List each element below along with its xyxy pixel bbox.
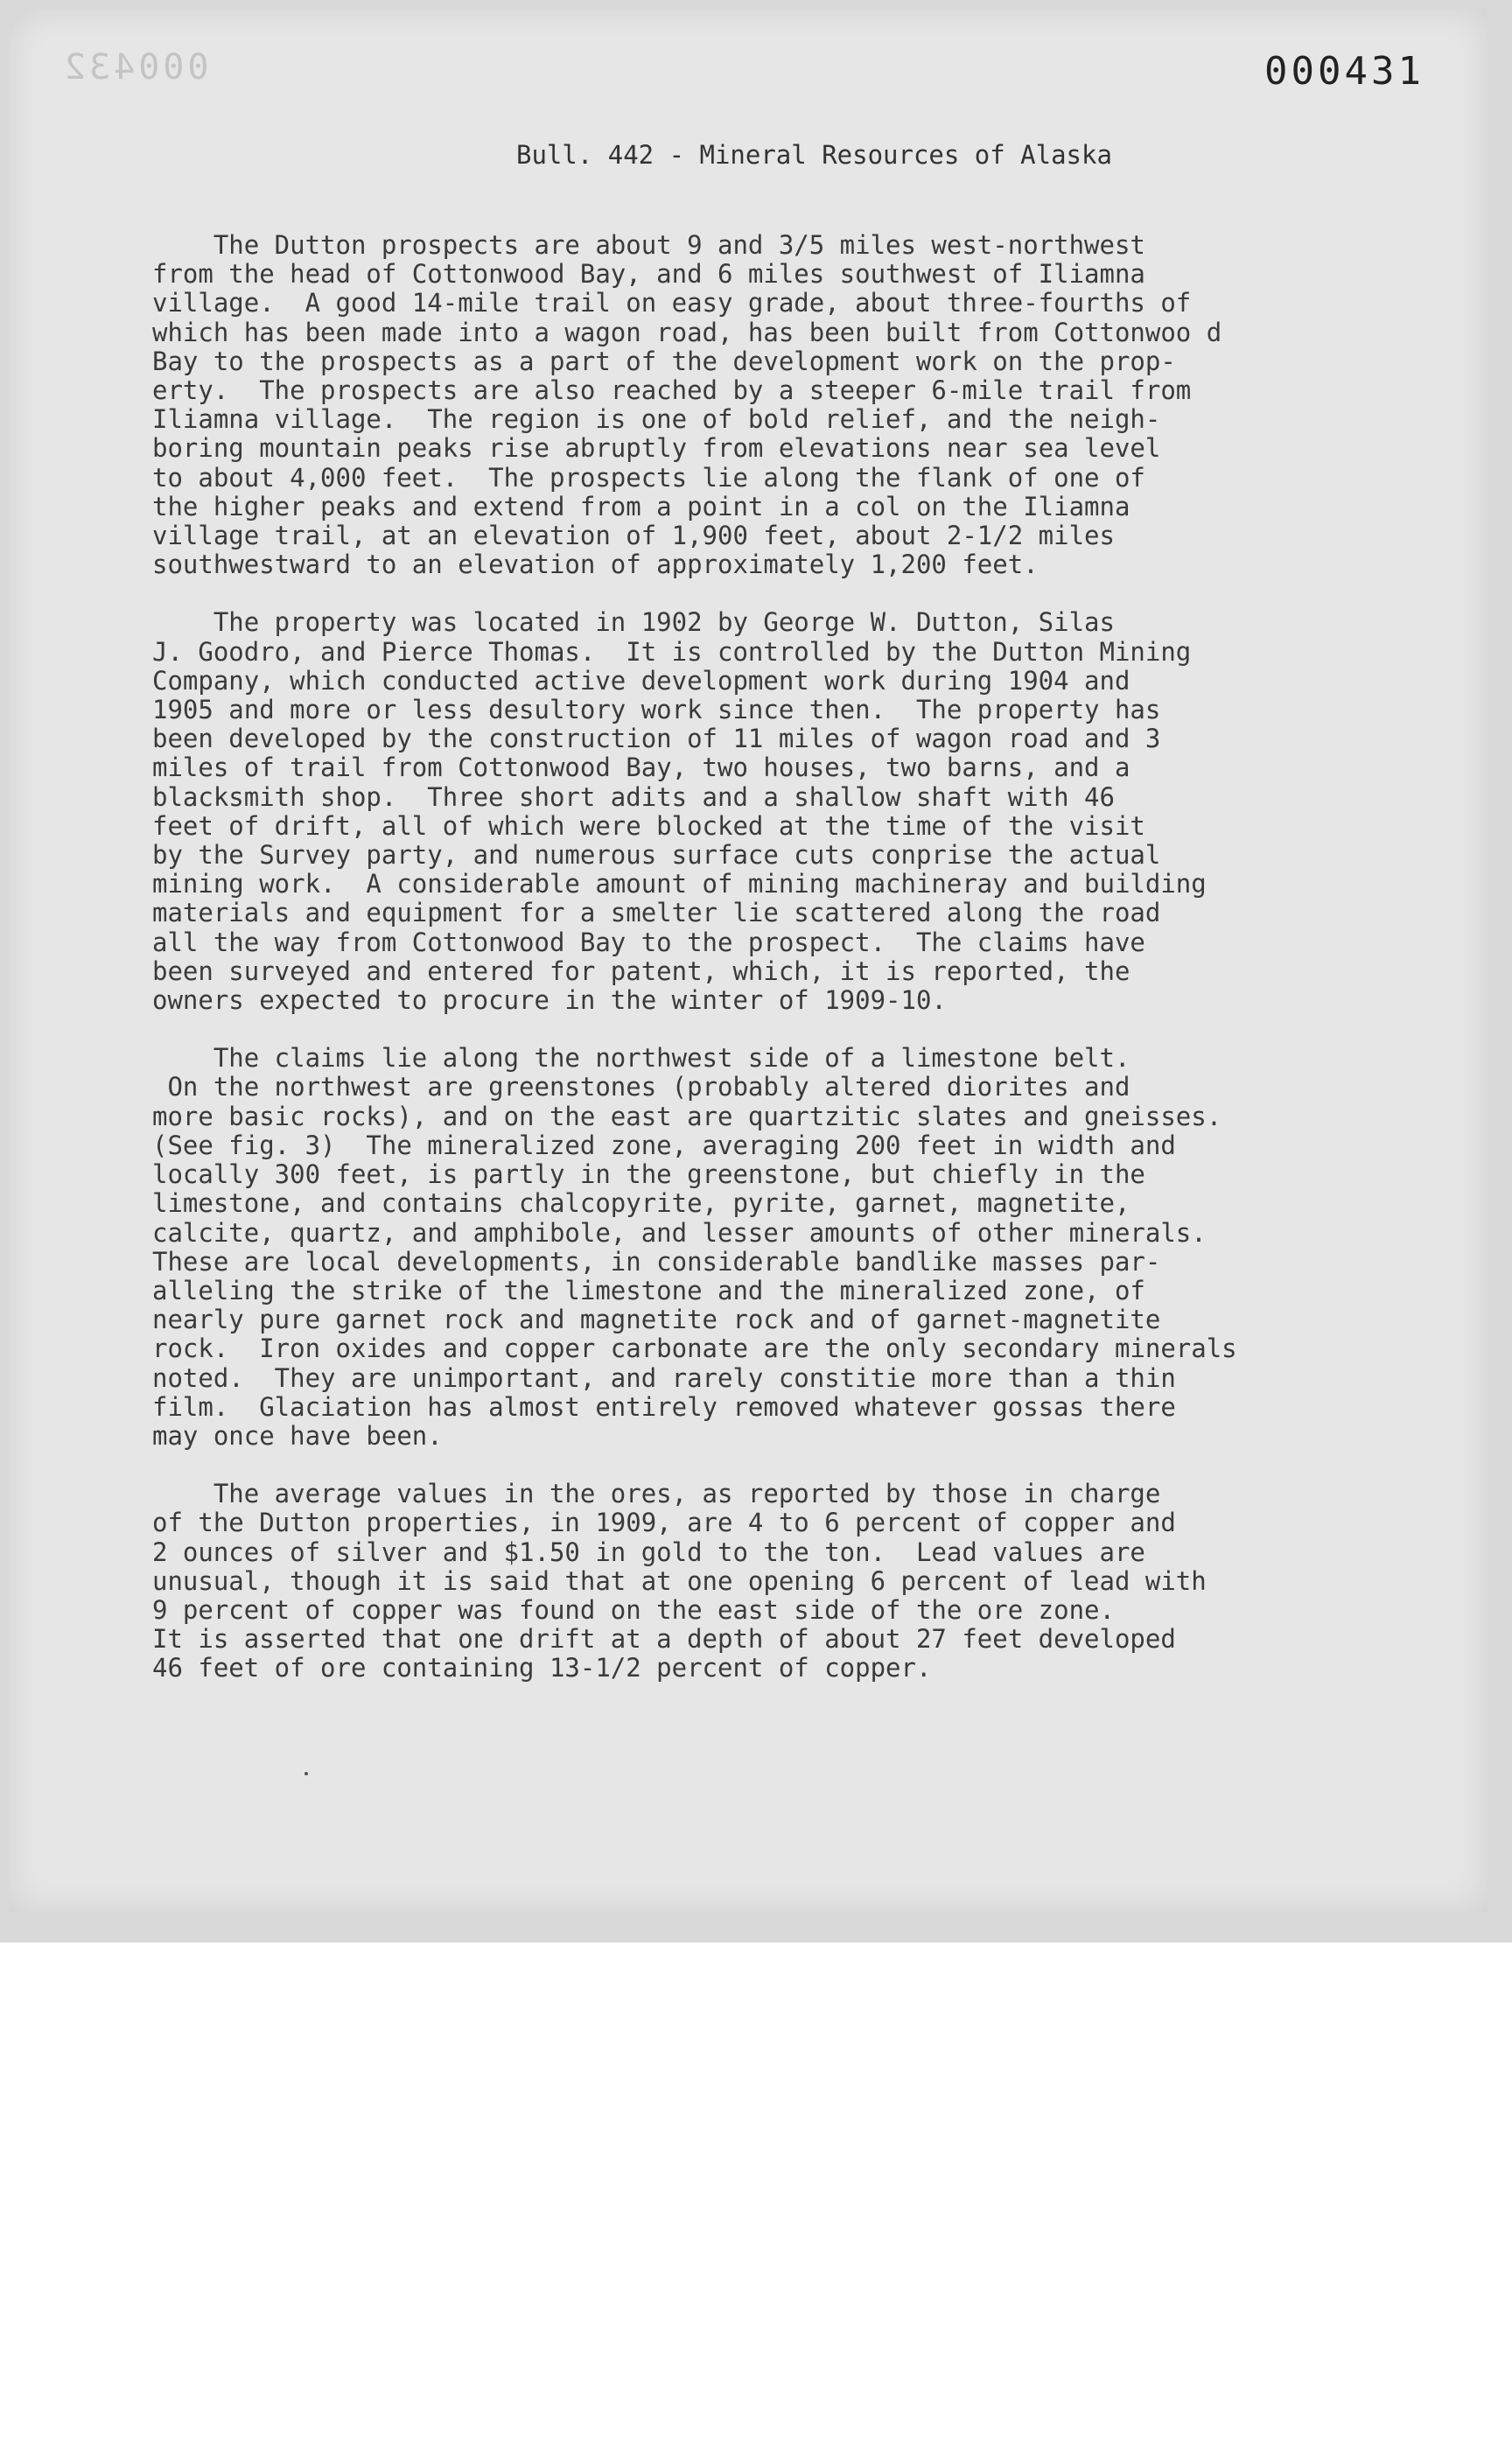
page-title: Bull. 442 - Mineral Resources of Alaska (516, 140, 1112, 170)
text-line: Iliamna village. The region is one of bold relief, and the neigh- (152, 404, 1161, 435)
text-line: to about 4,000 feet. The prospects lie along the flank of one of (152, 462, 1145, 493)
text-line: the higher peaks and extend from a point in a col on the Iliamna (152, 491, 1130, 522)
text-line: of the Dutton properties, in 1909, are 4 to 6 percent of copper and (152, 1508, 1176, 1538)
text-line: These are local developments, in considerable bandlike masses par- (152, 1246, 1161, 1277)
text-line: (See fig. 3) The mineralized zone, averaging 200 feet in width and (152, 1130, 1176, 1160)
text-line: 2 ounces of silver and $1.50 in gold to the ton. Lead values are (152, 1536, 1145, 1567)
text-line: miles of trail from Cottonwood Bay, two houses, two barns, and a (152, 752, 1130, 783)
text-line: been developed by the construction of 11 miles of wagon road and 3 (152, 724, 1161, 754)
text-line: 1905 and more or less desultory work since then. The property has (152, 695, 1161, 725)
text-line: The average values in the ores, as reported by those in charge (152, 1479, 1161, 1509)
text-line: village. A good 14-mile trail on easy grade, about three-fourths of (152, 288, 1192, 318)
text-line: The property was located in 1902 by George W. Dutton, Silas (152, 607, 1115, 638)
text-line: noted. They are unimportant, and rarely constitie more than a thin (152, 1362, 1176, 1393)
paragraph (152, 231, 1412, 579)
text-line: village trail, at an elevation of 1,900 feet, about 2-1/2 miles (152, 521, 1115, 551)
text-line: The Dutton prospects are about 9 and 3/5 miles west-northwest (152, 230, 1145, 260)
text-line: locally 300 feet, is partly in the greenstone, but chiefly in the (152, 1159, 1145, 1190)
pencil-mark (304, 1772, 308, 1775)
text-line: unusual, though it is said that at one opening 6 percent of lead with (152, 1565, 1207, 1596)
text-line: from the head of Cottonwood Bay, and 6 miles southwest of Iliamna (152, 259, 1145, 290)
text-line: all the way from Cottonwood Bay to the prospect. The claims have (152, 927, 1145, 957)
text-line: feet of drift, all of which were blocked at the time of the visit (152, 810, 1145, 841)
text-line: limestone, and contains chalcopyrite, pyrite, garnet, magnetite, (152, 1188, 1130, 1219)
paragraph (152, 608, 1412, 1015)
text-line: Bay to the prospects as a part of the development work on the prop- (152, 346, 1176, 376)
text-line: boring mountain peaks rise abruptly from elevations near sea level (152, 433, 1161, 464)
paragraph (152, 1044, 1412, 1451)
bleed-through-number: 000432 (61, 47, 209, 88)
body-text (152, 231, 1412, 1712)
text-line: by the Survey party, and numerous surface cuts conprise the actual (152, 840, 1161, 871)
text-line: owners expected to procure in the winter of 1909-10. (152, 985, 947, 1016)
text-line: 9 percent of copper was found on the east side of the ore zone. (152, 1594, 1115, 1625)
text-line: been surveyed and entered for patent, which, it is reported, the (152, 956, 1130, 986)
paragraph (152, 1480, 1412, 1683)
text-line: On the northwest are greenstones (probably altered diorites and (152, 1072, 1130, 1102)
text-line: erty. The prospects are also reached by a steeper 6-mile trail from (152, 375, 1192, 406)
text-line: blacksmith shop. Three short adits and a shallow shaft with 46 (152, 781, 1115, 812)
text-line: 46 feet of ore containing 13-1/2 percent of copper. (152, 1653, 932, 1684)
text-line: film. Glaciation has almost entirely removed whatever gossas there (152, 1391, 1176, 1422)
text-line: alleling the strike of the limestone and the mineralized zone, of (152, 1275, 1145, 1306)
text-line: may once have been. (152, 1420, 443, 1451)
text-line: mining work. A considerable amount of mining machineray and building (152, 869, 1207, 900)
text-line: The claims lie along the northwest side of a limestone belt. (152, 1043, 1130, 1074)
text-line: more basic rocks), and on the east are quartzitic slates and gneisses. (152, 1101, 1222, 1131)
text-line: southwestward to an elevation of approximately 1,200 feet. (152, 550, 1039, 580)
text-line: which has been made into a wagon road, has been built from Cottonwoo d (152, 317, 1222, 347)
text-line: nearly pure garnet rock and magnetite rock and of garnet-magnetite (152, 1305, 1161, 1335)
text-line: J. Goodro, and Pierce Thomas. It is controlled by the Dutton Mining (152, 636, 1192, 667)
text-line: calcite, quartz, and amphibole, and lesser amounts of other minerals. (152, 1217, 1207, 1248)
text-line: rock. Iron oxides and copper carbonate are the only secondary minerals (152, 1334, 1237, 1364)
text-line: Company, which conducted active development work during 1904 and (152, 665, 1130, 696)
text-line: It is asserted that one drift at a depth of about 27 feet developed (152, 1624, 1176, 1655)
document-number: 000431 (1264, 49, 1424, 94)
text-line: materials and equipment for a smelter lie scattered along the road (152, 898, 1161, 928)
